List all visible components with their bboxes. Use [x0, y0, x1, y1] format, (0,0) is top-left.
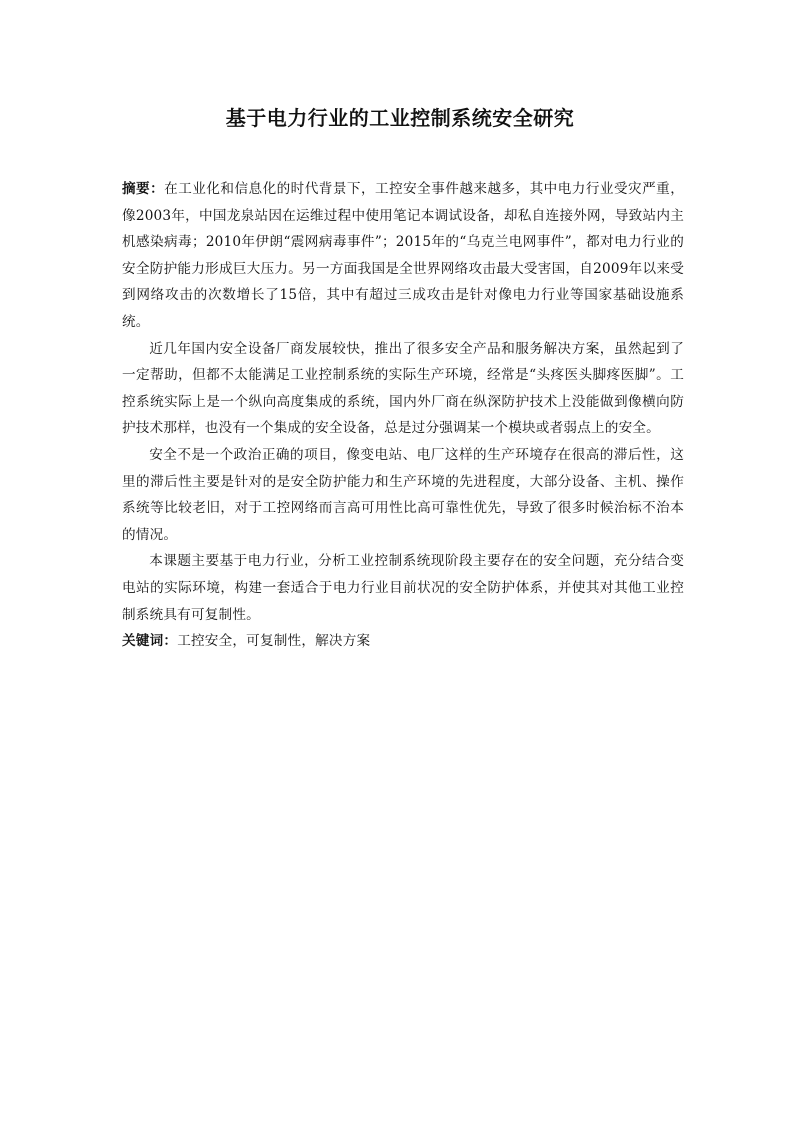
body-paragraph-2: 安全不是一个政治正确的项目，像变电站、电厂这样的生产环境存在很高的滞后性，这里的滞后性主要是针对的是安全防护能力和生产环境的先进程度，大部分设备、主机、操作系统等比较老旧，对于工控网络而言高可用性比高可靠性优先，导致了很多时候治标不治本的情况。 — [122, 446, 684, 543]
keywords-paragraph — [122, 628, 684, 655]
abstract-text: 在工业化和信息化的时代背景下，工控安全事件越来越多，其中电力行业受灾严重，像2003年，中国龙泉站因在运维过程中使用笔记本调试设备，却私自连接外网，导致站内主机感染病毒；2010年伊朗“震网病毒事件”；2015年的“乌克兰电网事件”，都对电力行业的安全防护能力形成巨大压力。另一方面我国是全世界网络攻击最大受害国，自2009年以来受到网络攻击的次数增长了15倍，其中有超过三成攻击是针对像电力行业等国家基础设施系统。 — [122, 181, 684, 330]
body-paragraph-1: 近几年国内安全设备厂商发展较快，推出了很多安全产品和服务解决方案，虽然起到了一定帮助，但都不太能满足工业控制系统的实际生产环境，经常是“头疼医头脚疼医脚”。工控系统实际上是一个纵向高度集成的系统，国内外厂商在纵深防护技术上没能做到像横向防护技术那样，也没有一个集成的安全设备，总是过分强调某一个模块或者弱点上的安全。 — [122, 340, 684, 437]
abstract-label: 摘要： — [122, 181, 165, 197]
abstract-paragraph — [122, 176, 684, 336]
keywords-label: 关键词： — [122, 633, 178, 650]
paper-title: 基于电力行业的工业控制系统安全研究 — [225, 106, 575, 130]
body-paragraph-3: 本课题主要基于电力行业，分析工业控制系统现阶段主要存在的安全问题，充分结合变电站的实际环境，构建一套适合于电力行业目前状况的安全防护体系，并使其对其他工业控制系统具有可复制性。 — [122, 553, 684, 623]
paper-body — [122, 176, 684, 655]
keywords-text: 工控安全，可复制性，解决方案 — [177, 633, 371, 650]
